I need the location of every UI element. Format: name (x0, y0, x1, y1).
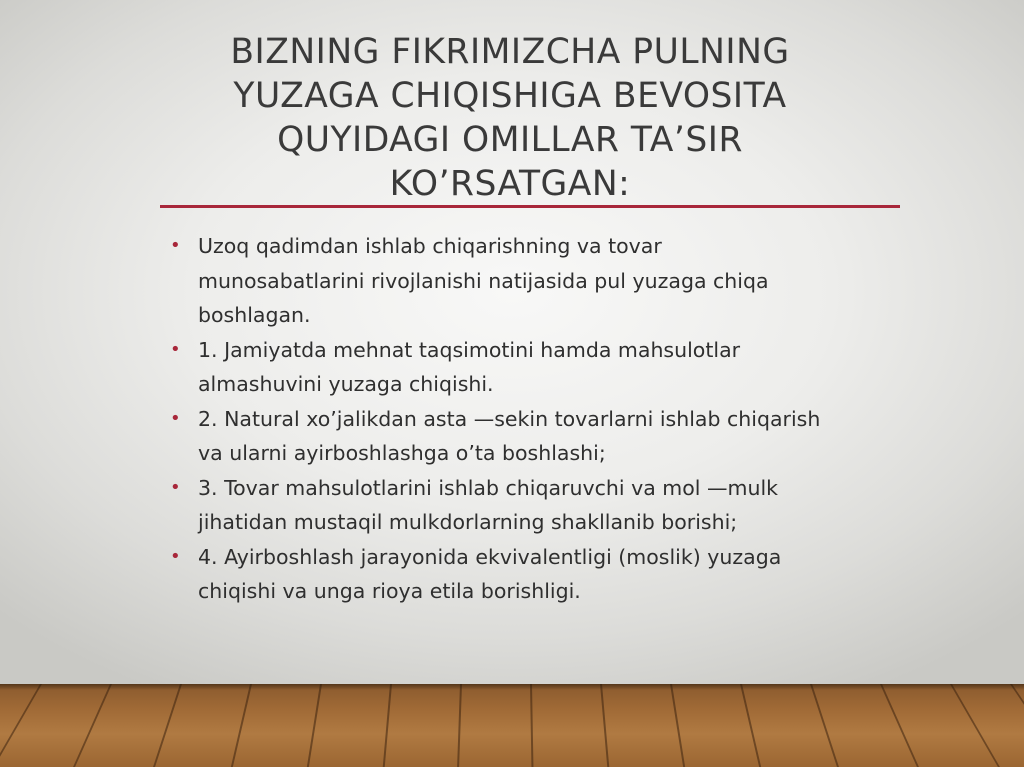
title-line: BIZNING FIKRIMIZCHA PULNING (230, 32, 790, 72)
bullet-line: boshlagan. (198, 303, 311, 327)
floor-plank-seam (0, 684, 42, 767)
floor-plank-seam (153, 684, 182, 767)
floor-plank-seam (457, 684, 462, 767)
floor-plank-seam (950, 684, 1000, 767)
bullet-item (168, 471, 908, 540)
floor-plank-seam (383, 684, 392, 767)
bullet-item (168, 229, 908, 333)
floor-plank-seam (740, 684, 761, 767)
bullet-line: 3. Tovar mahsulotlarini ishlab chiqaruvchi va mol —mulk (198, 475, 779, 500)
title-underline (160, 205, 900, 208)
bullet-line: 2. Natural xo’jalikdan asta —sekin tovarlarni ishlab chiqarish (198, 406, 821, 431)
bullet-list (168, 229, 908, 609)
bullet-icon: • (170, 545, 181, 567)
bullet-icon: • (170, 235, 181, 256)
bullet-line: munosabatlarini rivojlanishi natijasida pul yuzaga chiqa (198, 268, 769, 293)
floor-plank-seam (73, 684, 112, 767)
bullet-icon: • (170, 338, 181, 360)
floor-plank-seam (810, 684, 839, 767)
bullet-line: jihatidan mustaqil mulkdorlarning shakllanib borishi; (198, 510, 738, 534)
bullet-item (168, 402, 908, 471)
title-line: KO’RSATGAN: (389, 164, 631, 204)
slide-title (160, 30, 860, 206)
bullet-icon: • (170, 476, 181, 498)
floor-plank-seam (231, 684, 252, 767)
bullet-line: almashuvini yuzaga chiqishi. (198, 372, 494, 396)
title-line: YUZAGA CHIQISHIGA BEVOSITA (233, 76, 787, 116)
bullet-item (168, 540, 908, 609)
bullet-line: 1. Jamiyatda mehnat taqsimotini hamda mahsulotlar (198, 337, 741, 362)
bullet-line: Uzoq qadimdan ishlab chiqarishning va tovar (198, 234, 662, 258)
bullet-icon: • (170, 407, 181, 429)
floor-plank-seam (670, 684, 685, 767)
wooden-floor (0, 684, 1024, 767)
bullet-line: chiqishi va unga rioya etila borishligi. (198, 579, 581, 603)
bullet-item (168, 333, 908, 402)
bullet-line: 4. Ayirboshlash jarayonida ekvivalentligi (moslik) yuzaga (198, 544, 782, 569)
bullet-line: va ularni ayirboshlashga o’ta boshlashi; (198, 441, 606, 465)
floor-plank-seam (1010, 684, 1024, 767)
floor-plank-seam (880, 684, 919, 767)
floor-plank-seam (600, 684, 609, 767)
title-line: QUYIDAGI OMILLAR TA’SIR (277, 120, 743, 160)
floor-plank-seam (307, 684, 322, 767)
floor-shadow (0, 684, 1024, 690)
floor-plank-seam (530, 684, 533, 767)
